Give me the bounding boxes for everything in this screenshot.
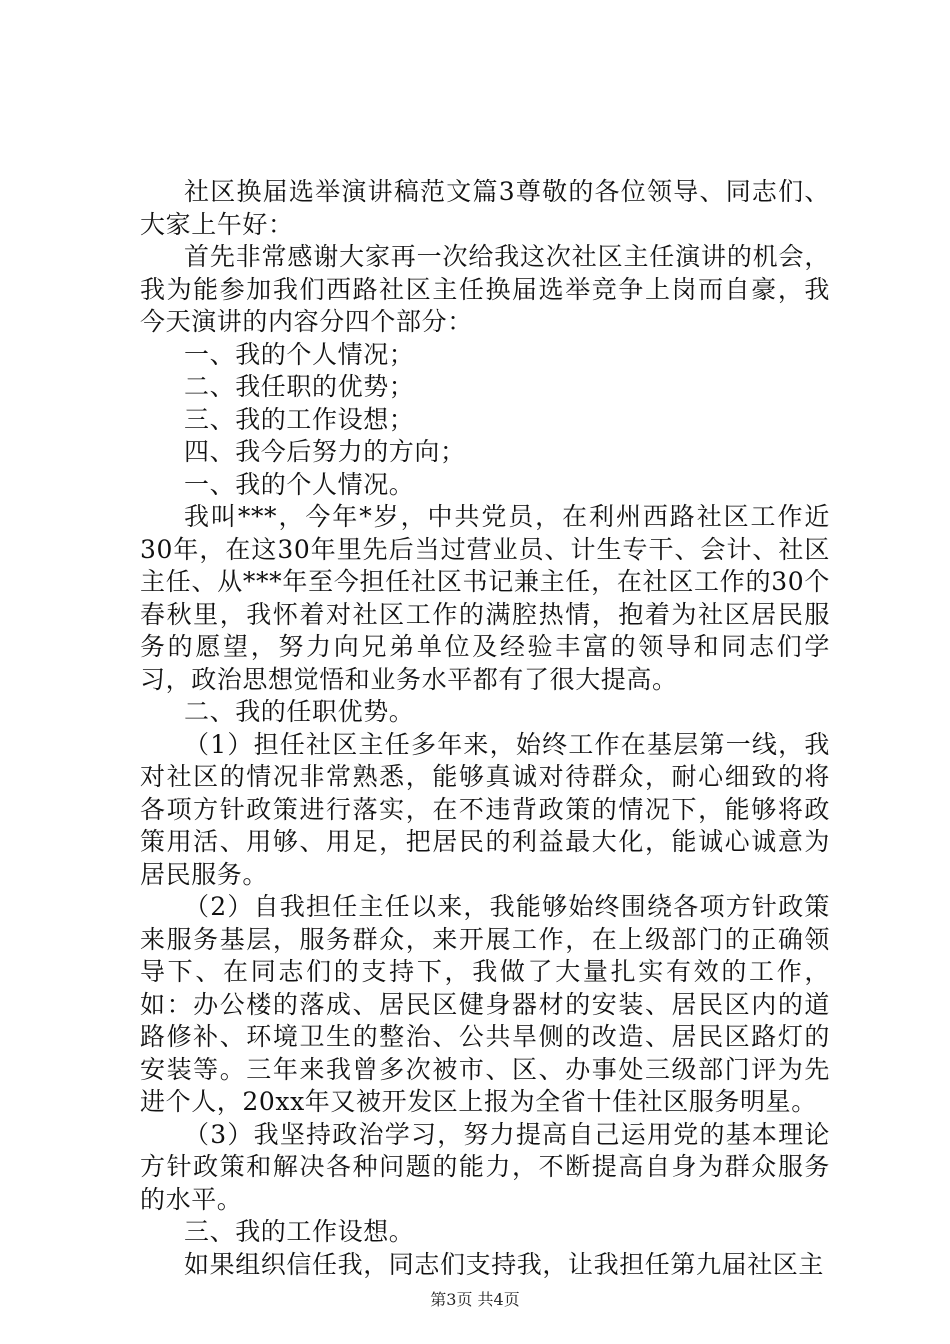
paragraph-title-greeting: 社区换届选举演讲稿范文篇3尊敬的各位领导、同志们、大家上午好：	[140, 177, 830, 239]
paragraph-outline-2: 二、我任职的优势；	[184, 372, 415, 401]
paragraph-outline-4: 四、我今后努力的方向；	[184, 437, 466, 466]
paragraph-outline-3: 三、我的工作设想；	[184, 404, 415, 434]
paragraph-personal: 我叫***，今年*岁，中共党员，在利州西路社区工作近30年，在这30年里先后当过营业员、计生专干、会计、社区主任、从***年至今担任社区书记兼主任，在社区工作的30个春秋里，我怀着对社区工作的满腔热情，抱着为社区居民服务的愿望，努力向兄弟单位及经验丰富的领导和同志们学习，政治思想觉悟和业务水平都有了很大提高。	[140, 502, 830, 694]
paragraph-plans: 如果组织信任我，同志们支持我，让我担任第九届社区主	[184, 1249, 825, 1279]
paragraph-advantage-1: （1）担任社区主任多年来，始终工作在基层第一线，我对社区的情况非常熟悉，能够真诚对待群众，耐心细致的将各项方针政策进行落实，在不违背政策的情况下，能够将政策用活、用够、用足，把居民的利益最大化，能诚心诚意为居民服务。	[140, 729, 830, 889]
section-heading-personal: 一、我的个人情况。	[184, 469, 415, 499]
page-footer: 第3页 共4页	[430, 1290, 520, 1309]
document-body	[140, 176, 830, 1281]
paragraph-advantage-2: （2）自我担任主任以来，我能够始终围绕各项方针政策来服务基层，服务群众，来开展工作，在上级部门的正确领导下、在同志们的支持下，我做了大量扎实有效的工作，如：办公楼的落成、居民区健身器材的安装、居民区内的道路修补、环境卫生的整治、公共旱侧的改造、居民区路灯的安装等。三年来我曾多次被市、区、办事处三级部门评为先进个人，20xx年又被开发区上报为全省十佳社区服务明星。	[140, 892, 830, 1116]
section-heading-plans: 三、我的工作设想。	[184, 1217, 415, 1246]
paragraph-opening: 首先非常感谢大家再一次给我这次社区主任演讲的机会，我为能参加我们西路社区主任换届选举竞争上岗而自豪，我今天演讲的内容分四个部分：	[140, 242, 830, 336]
paragraph-advantage-3: （3）我坚持政治学习，努力提高自己运用党的基本理论方针政策和解决各种问题的能力，不断提高自身为群众服务的水平。	[140, 1119, 830, 1214]
section-heading-advantages: 二、我的任职优势。	[184, 697, 415, 726]
paragraph-outline-1: 一、我的个人情况；	[184, 339, 415, 369]
